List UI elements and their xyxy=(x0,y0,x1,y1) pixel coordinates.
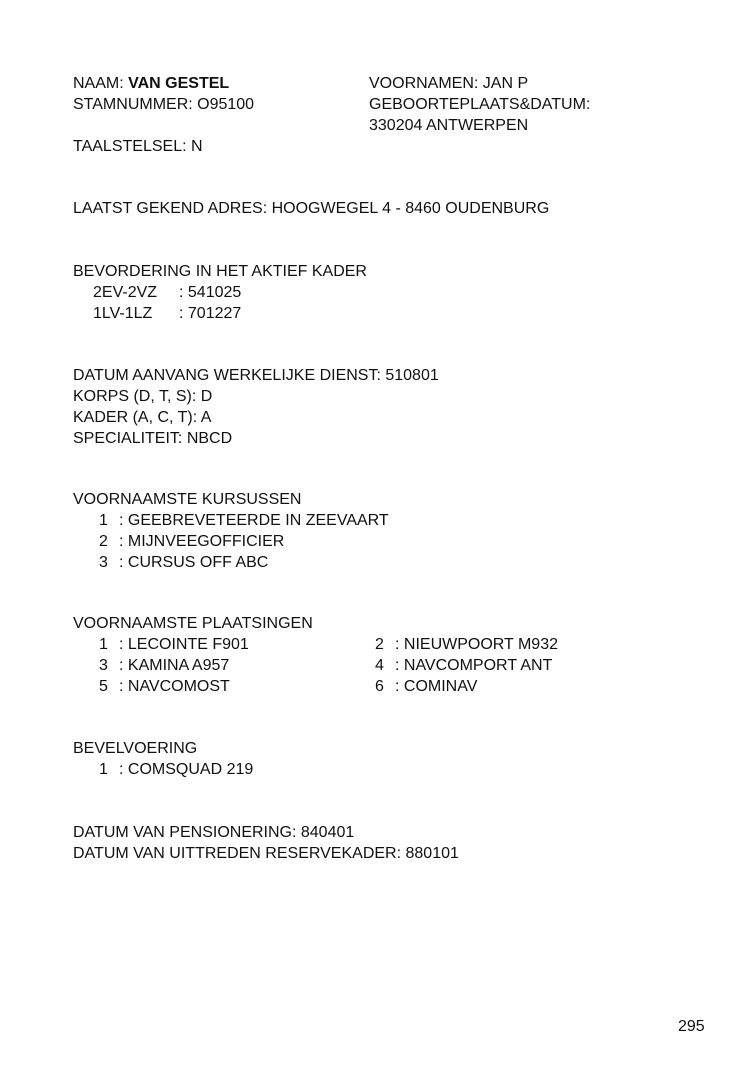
kursussen-title: VOORNAAMSTE KURSUSSEN xyxy=(73,491,302,508)
item-text: : COMSQUAD 219 xyxy=(119,761,254,778)
list-item xyxy=(73,676,249,697)
list-item xyxy=(73,634,249,655)
bevelvoering-section xyxy=(73,738,253,780)
item-number: 4 xyxy=(375,657,384,674)
bevordering-item xyxy=(73,303,367,324)
item-text: : NIEUWPOORT M932 xyxy=(395,636,558,653)
geboorte-label: GEBOORTEPLAATS&DATUM: xyxy=(369,96,591,113)
bevelvoering-title: BEVELVOERING xyxy=(73,740,198,757)
item-number: 1 xyxy=(99,636,108,653)
list-item xyxy=(73,655,249,676)
naam-label: NAAM: xyxy=(73,75,124,92)
item-number: 6 xyxy=(375,678,384,695)
identity-left xyxy=(73,73,254,115)
list-item xyxy=(73,552,389,573)
item-text: : COMINAV xyxy=(395,678,478,695)
aanvang-dienst: DATUM AANVANG WERKELIJKE DIENST: 510801 xyxy=(73,367,439,384)
item-number: 1 xyxy=(99,761,108,778)
bevordering-code: 2EV-2VZ xyxy=(93,284,158,301)
item-number: 2 xyxy=(99,533,108,550)
item-number: 5 xyxy=(99,678,108,695)
item-text: : CURSUS OFF ABC xyxy=(119,554,269,571)
item-number: 2 xyxy=(375,636,384,653)
plaatsingen-right-column xyxy=(375,634,558,697)
bevordering-title: BEVORDERING IN HET AKTIEF KADER xyxy=(73,263,367,280)
bevordering-section xyxy=(73,261,367,324)
voornamen: VOORNAMEN: JAN P xyxy=(369,75,529,92)
item-number: 3 xyxy=(99,554,108,571)
list-item xyxy=(73,531,389,552)
bevordering-value: : 701227 xyxy=(179,305,242,322)
item-text: : KAMINA A957 xyxy=(119,657,230,674)
identity-right xyxy=(369,73,590,136)
list-item xyxy=(375,676,558,697)
kursussen-section xyxy=(73,489,389,573)
uittreden-reservekader: DATUM VAN UITTREDEN RESERVEKADER: 880101 xyxy=(73,845,459,862)
bevordering-item xyxy=(73,282,367,303)
pensioen-section xyxy=(73,822,459,864)
specialiteit: SPECIALITEIT: NBCD xyxy=(73,430,233,447)
stamnummer: STAMNUMMER: O95100 xyxy=(73,96,255,113)
adres: LAATST GEKEND ADRES: HOOGWEGEL 4 - 8460 OUDENBURG xyxy=(73,200,550,217)
item-number: 1 xyxy=(99,512,108,529)
item-text: : NAVCOMPORT ANT xyxy=(395,657,553,674)
dienst-section xyxy=(73,365,439,449)
item-number: 3 xyxy=(99,657,108,674)
item-text: : LECOINTE F901 xyxy=(119,636,249,653)
list-item xyxy=(375,655,558,676)
geboorte-value: 330204 ANTWERPEN xyxy=(369,117,529,134)
naam-value: VAN GESTEL xyxy=(128,75,230,92)
bevordering-code: 1LV-1LZ xyxy=(93,305,153,322)
plaatsingen-left-column xyxy=(73,634,249,697)
item-text: : NAVCOMOST xyxy=(119,678,230,695)
kader: KADER (A, C, T): A xyxy=(73,409,212,426)
list-item xyxy=(73,510,389,531)
bevordering-value: : 541025 xyxy=(179,284,242,301)
korps: KORPS (D, T, S): D xyxy=(73,388,213,405)
naam-line xyxy=(73,73,254,94)
list-item xyxy=(375,634,558,655)
item-text: : GEEBREVETEERDE IN ZEEVAART xyxy=(119,512,389,529)
item-text: : MIJNVEEGOFFICIER xyxy=(119,533,285,550)
list-item xyxy=(73,759,253,780)
plaatsingen-title: VOORNAAMSTE PLAATSINGEN xyxy=(73,615,313,632)
pensionering: DATUM VAN PENSIONERING: 840401 xyxy=(73,824,355,841)
taalstelsel: TAALSTELSEL: N xyxy=(73,138,203,155)
page-number: 295 xyxy=(678,1018,705,1035)
